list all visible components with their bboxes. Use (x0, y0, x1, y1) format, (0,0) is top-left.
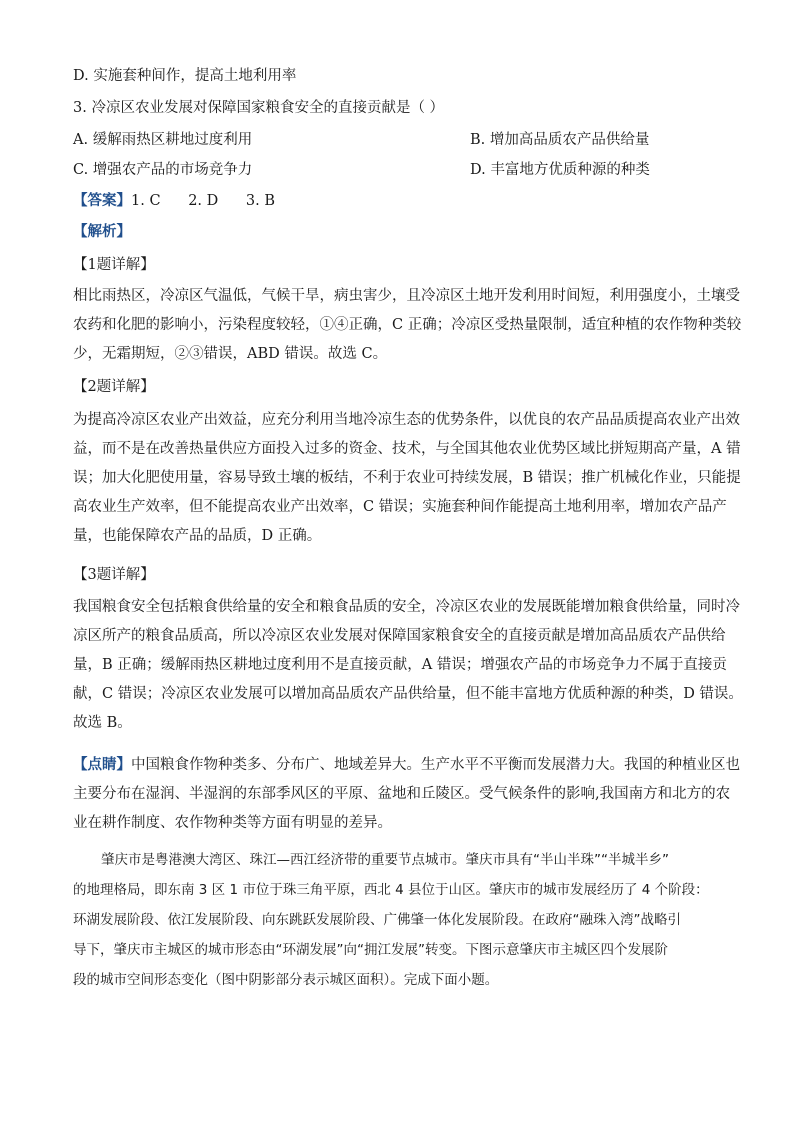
q2-line: 为提高冷凉区农业产出效益，应充分利用当地冷凉生态的优势条件，以优良的农产品品质提高农业产出效 (73, 412, 740, 428)
q3-line: 献，C 错误；冷凉区农业发展可以增加高品质农产品供给量，但不能丰富地方优质种源的种类，D 错误。 (73, 686, 743, 702)
q2-line: 量，也能保障农产品的品质，D 正确。 (73, 528, 322, 544)
q1-line: 农药和化肥的影响小，污染程度较轻，①④正确，C 正确；冷凉区受热量限制，适宜种植的农作物种类较 (73, 317, 742, 333)
answer-line (73, 191, 275, 211)
answer-text: 1. C 2. D 3. B (131, 193, 276, 209)
answer-label: 【答案】 (73, 192, 131, 209)
analysis-label: 【解析】 (73, 223, 131, 240)
material-line: 肇庆市是粤港澳大湾区、珠江—西江经济带的重要节点城市。肇庆市具有“半山半珠”“半城半乡” (101, 852, 669, 868)
material-line: 的地理格局，即东南 3 区 1 市位于珠三角平原，西北 4 县位于山区。肇庆市的城市发展经历了 4 个阶段： (73, 882, 709, 898)
material-line: 导下，肇庆市主城区的城市形态由“环湖发展”向“拥江发展”转变。下图示意肇庆市主城区四个发展阶 (73, 942, 668, 958)
q2-explanation (73, 406, 741, 551)
option-c: C. 增强农产品的市场竞争力 (73, 162, 253, 178)
option-b: B. 增加高品质农产品供给量 (470, 132, 650, 148)
q3-line: 故选 B。 (73, 715, 132, 731)
question-3-options-row-1 (73, 130, 650, 150)
q2-heading: 【2题详解】 (73, 379, 155, 395)
question-3-options-row-2 (73, 160, 650, 180)
q2-line: 高农业生产效率，但不能提高农业产出效率，C 错误；实施套种间作能提高土地利用率，增加农产品产 (73, 499, 727, 515)
q1-heading: 【1题详解】 (73, 257, 155, 273)
q3-explanation (73, 593, 743, 738)
tip-block (73, 750, 740, 838)
q3-line: 我国粮食安全包括粮食供给量的安全和粮食品质的安全，冷凉区农业的发展既能增加粮食供给量，同时冷 (73, 599, 740, 615)
tip-line (73, 750, 740, 780)
material-passage (73, 845, 721, 995)
q1-explanation (73, 282, 742, 369)
option-d: D. 丰富地方优质种源的种类 (470, 162, 650, 178)
tip-line: 主要分布在湿润、半湿润的东部季风区的平原、盆地和丘陵区。受气候条件的影响,我国南方和北方的农 (73, 786, 731, 802)
option-d-previous: D. 实施套种间作，提高土地利用率 (73, 68, 297, 84)
question-3-stem: 3. 冷凉区农业发展对保障国家粮食安全的直接贡献是（ ） (73, 100, 445, 116)
tip-label: 【点睛】 (73, 756, 131, 773)
q3-line: 凉区所产的粮食品质高，所以冷凉区农业发展对保障国家粮食安全的直接贡献是增加高品质农产品供给 (73, 628, 726, 644)
q3-heading: 【3题详解】 (73, 567, 155, 583)
q1-line: 相比雨热区，冷凉区气温低，气候干旱，病虫害少，且冷凉区土地开发利用时间短，利用强度小，土壤受 (73, 288, 740, 304)
material-line: 环湖发展阶段、依江发展阶段、向东跳跃发展阶段、广佛肇一体化发展阶段。在政府“融珠入湾”战略引 (73, 912, 681, 928)
q2-line: 误；加大化肥使用量，容易导致土壤的板结，不利于农业可持续发展，B 错误；推广机械化作业，只能提 (73, 470, 741, 486)
q2-line: 益，而不是在改善热量供应方面投入过多的资金、技术，与全国其他农业优势区域比拼短期高产量，A 错 (73, 441, 741, 457)
q1-line: 少，无霜期短，②③错误，ABD 错误。故选 C。 (73, 346, 388, 362)
option-a: A. 缓解雨热区耕地过度利用 (73, 132, 253, 148)
tip-text: 中国粮食作物种类多、分布广、地域差异大。生产水平不平衡而发展潜力大。我国的种植业区也 (131, 757, 740, 773)
material-line: 段的城市空间形态变化（图中阴影部分表示城区面积）。完成下面小题。 (73, 972, 499, 988)
tip-line: 业在耕作制度、农作物种类等方面有明显的差异。 (73, 815, 392, 831)
q3-line: 量，B 正确；缓解雨热区耕地过度利用不是直接贡献，A 错误；增强农产品的市场竞争力不属于直接贡 (73, 657, 727, 673)
